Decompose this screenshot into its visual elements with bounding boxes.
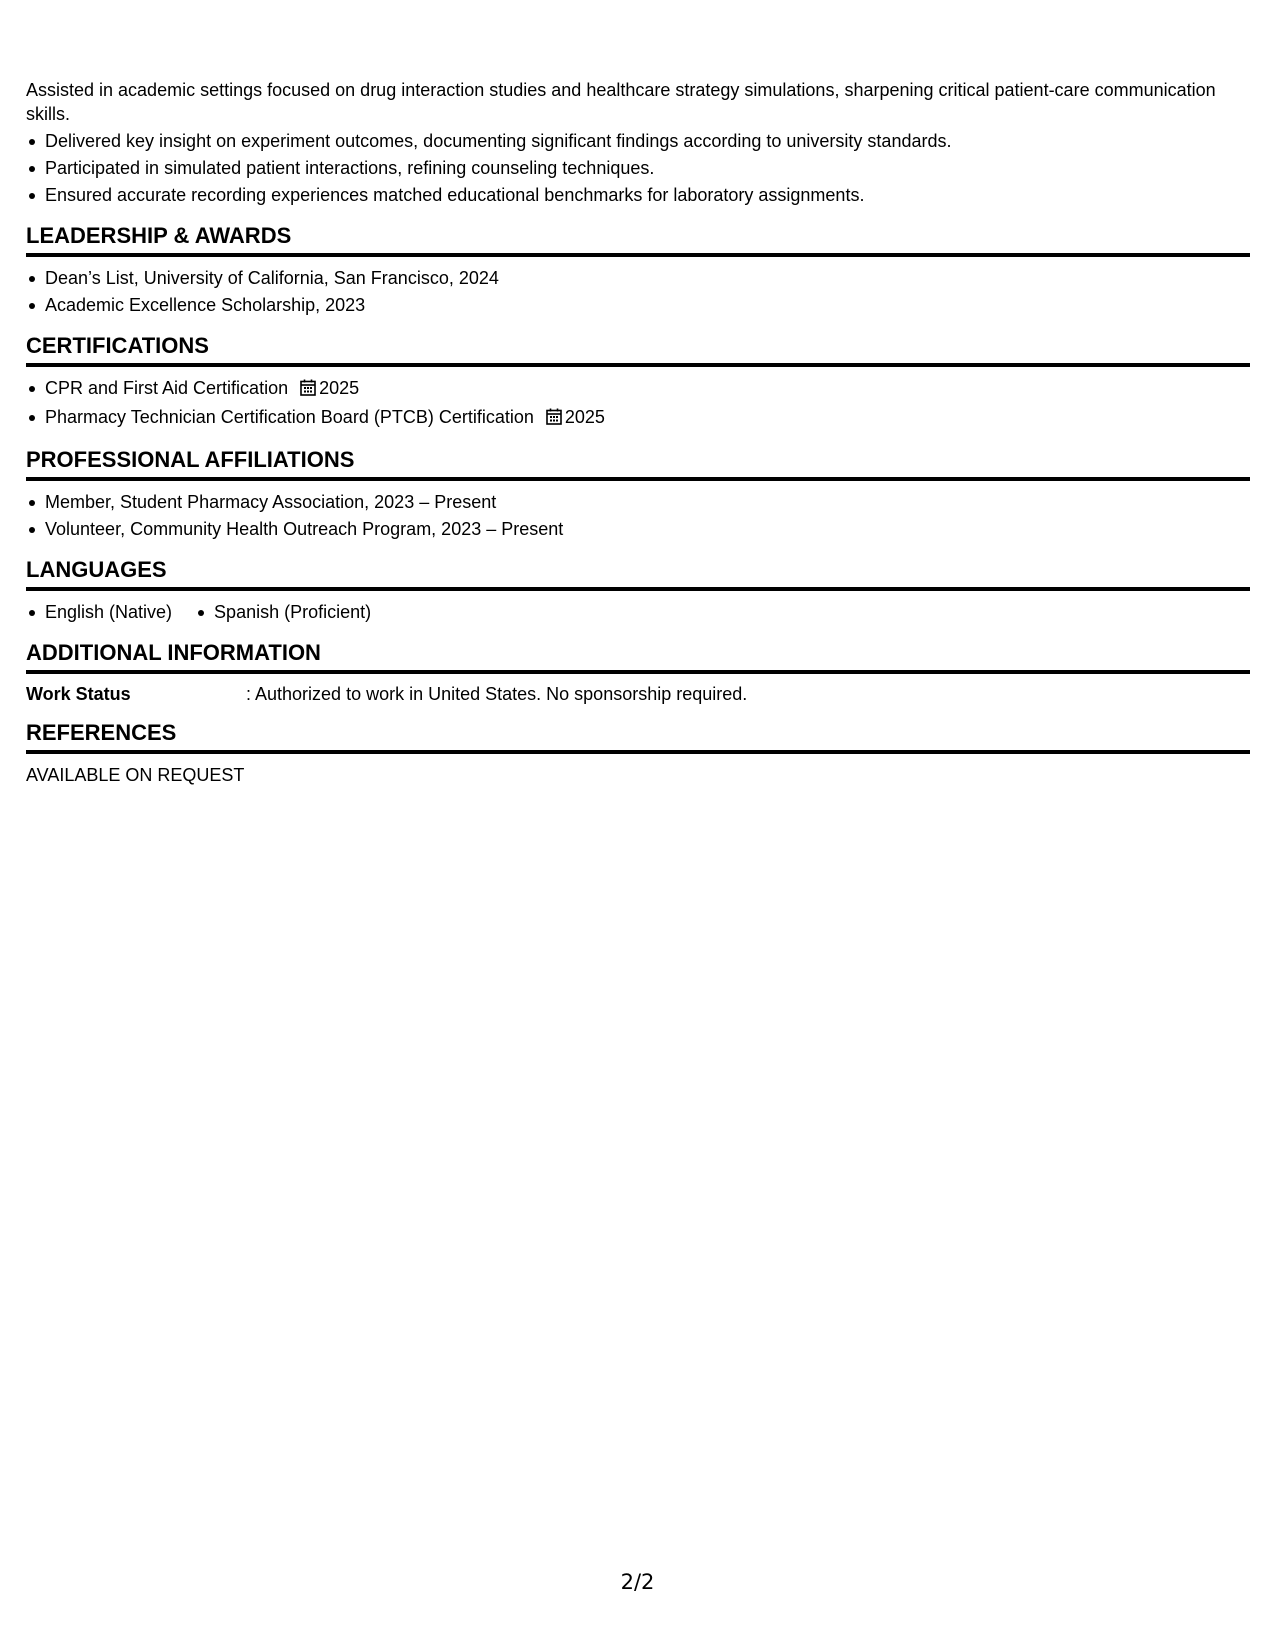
page-number: 2/2 [620,1570,655,1594]
calendar-icon [300,377,316,404]
leadership-section [26,222,1250,319]
certification-name: CPR and First Aid Certification [45,378,289,398]
work-status-row [26,682,1250,706]
section-title: LANGUAGES [26,556,1250,591]
additional-info-section [26,639,1250,706]
list-item: Participated in simulated patient interactions, refining counseling techniques. [45,155,1250,182]
list-item [45,404,1250,433]
certifications-list [26,375,1250,433]
list-item: Ensured accurate recording experiences matched educational benchmarks for laboratory assignments. [45,182,1250,209]
section-title: REFERENCES [26,719,1250,754]
experience-continuation [26,78,1250,209]
list-item: Academic Excellence Scholarship, 2023 [45,292,1250,319]
list-item: Dean’s List, University of California, San Francisco, 2024 [45,265,1250,292]
certification-year: 2025 [319,378,360,398]
affiliations-section [26,446,1250,543]
experience-intro: Assisted in academic settings focused on drug interaction studies and healthcare strategy simulations, sharpening critical patient-care communication skills. [26,80,1216,124]
list-item: Spanish (Proficient) [214,599,371,626]
work-status-label: Work Status [26,684,131,704]
certification-year: 2025 [564,407,605,427]
references-section [26,719,1250,787]
work-status-value: : Authorized to work in United States. No sponsorship required. [246,684,748,704]
section-title: CERTIFICATIONS [26,332,1250,367]
list-item: Member, Student Pharmacy Association, 2023 – Present [45,489,1250,516]
languages-list [26,599,1250,626]
resume-page [26,78,1250,787]
section-title: PROFESSIONAL AFFILIATIONS [26,446,1250,481]
list-item: Volunteer, Community Health Outreach Program, 2023 – Present [45,516,1250,543]
certification-name: Pharmacy Technician Certification Board (PTCB) Certification [45,407,534,427]
certifications-section [26,332,1250,433]
languages-section [26,556,1250,626]
section-title: ADDITIONAL INFORMATION [26,639,1250,674]
affiliations-list [26,489,1250,543]
references-text: AVAILABLE ON REQUEST [26,765,245,785]
list-item: Delivered key insight on experiment outcomes, documenting significant findings according to university standards. [45,128,1250,155]
leadership-list [26,265,1250,319]
experience-bullets [26,128,1250,209]
list-item: English (Native) [45,599,172,626]
calendar-icon [546,406,562,433]
list-item [45,375,1250,404]
section-title: LEADERSHIP & AWARDS [26,222,1250,257]
